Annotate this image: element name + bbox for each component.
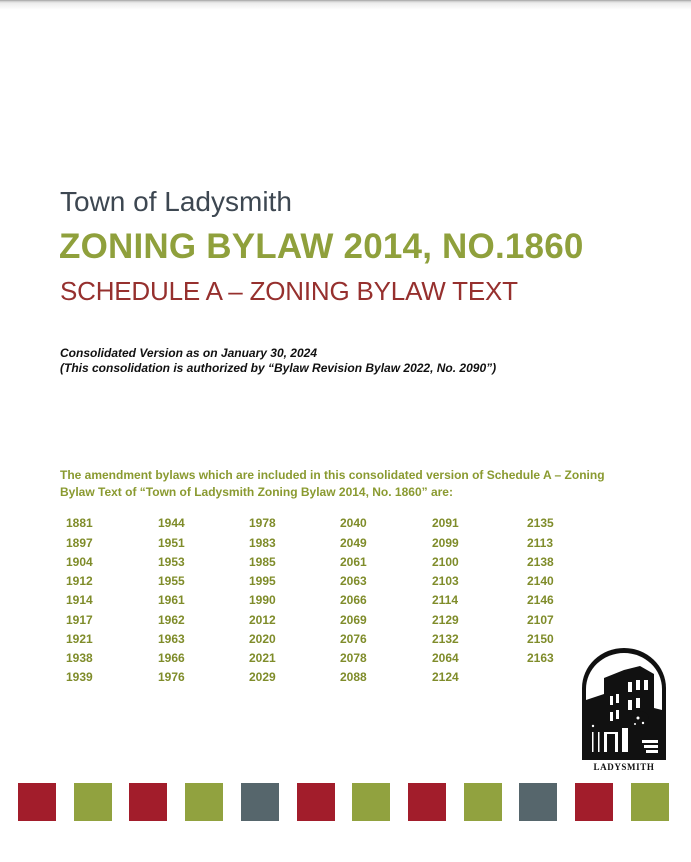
bylaw-number: 1944 — [158, 516, 185, 530]
bylaw-number: 1962 — [158, 613, 185, 627]
page-top-edge — [0, 0, 691, 10]
bylaw-number: 2061 — [340, 555, 367, 569]
bylaw-number: 1995 — [249, 574, 276, 588]
town-name: Town of Ladysmith — [60, 186, 292, 217]
bylaw-number: 2021 — [249, 651, 276, 665]
color-square — [241, 783, 279, 821]
bylaw-number: 2049 — [340, 536, 367, 550]
bylaw-number: 1938 — [66, 651, 93, 665]
bylaw-number: 2066 — [340, 593, 367, 607]
bylaw-number: 2040 — [340, 516, 367, 530]
bylaw-number: 2129 — [432, 613, 459, 627]
bylaw-number: 2029 — [249, 670, 276, 684]
bylaw-number: 2140 — [527, 574, 554, 588]
bylaw-number: 1966 — [158, 651, 185, 665]
bylaw-number: 2064 — [432, 651, 459, 665]
bylaw-number: 1939 — [66, 670, 93, 684]
document-subtitle: SCHEDULE A – ZONING BYLAW TEXT — [60, 276, 518, 306]
color-square — [297, 783, 335, 821]
color-square — [18, 783, 56, 821]
ladysmith-building-logo-icon — [580, 648, 668, 760]
color-square — [575, 783, 613, 821]
bylaw-number: 2103 — [432, 574, 459, 588]
document-title: ZONING BYLAW 2014, NO.1860 — [59, 227, 584, 266]
bylaw-number: 2091 — [432, 516, 459, 530]
bylaw-number: 1951 — [158, 536, 185, 550]
color-square — [631, 783, 669, 821]
bylaw-number: 2088 — [340, 670, 367, 684]
bylaw-number: 1914 — [66, 593, 93, 607]
bylaw-number: 1904 — [66, 555, 93, 569]
bylaw-number: 2076 — [340, 632, 367, 646]
bylaw-number: 2113 — [527, 536, 554, 550]
color-square — [129, 783, 167, 821]
bylaw-number: 1985 — [249, 555, 276, 569]
bylaw-number: 2069 — [340, 613, 367, 627]
bylaw-number: 1961 — [158, 593, 185, 607]
ladysmith-logo — [580, 648, 668, 774]
bylaw-number: 2078 — [340, 651, 367, 665]
bylaw-number: 1978 — [249, 516, 276, 530]
bylaw-number: 2132 — [432, 632, 459, 646]
bylaw-number: 2100 — [432, 555, 459, 569]
bylaw-number: 1953 — [158, 555, 185, 569]
amendment-intro-line-1: The amendment bylaws which are included in this consolidated version of Schedule A – Zoning — [60, 468, 605, 482]
bylaw-number: 2107 — [527, 613, 554, 627]
color-square — [519, 783, 557, 821]
amendment-intro — [60, 467, 620, 501]
bylaw-number: 2012 — [249, 613, 276, 627]
bylaw-number: 2099 — [432, 536, 459, 550]
color-square — [185, 783, 223, 821]
bylaw-number: 1963 — [158, 632, 185, 646]
bylaw-number: 1921 — [66, 632, 93, 646]
color-square — [464, 783, 502, 821]
bylaw-number: 1976 — [158, 670, 185, 684]
bylaw-number: 1897 — [66, 536, 93, 550]
consolidated-version-line: Consolidated Version as on January 30, 2024 — [60, 346, 317, 360]
bylaw-number: 2138 — [527, 555, 554, 569]
bylaw-number: 2124 — [432, 670, 459, 684]
decorative-color-squares — [0, 783, 691, 821]
amendment-intro-line-2: Bylaw Text of “Town of Ladysmith Zoning Bylaw 2014, No. 1860” are: — [60, 485, 453, 499]
bylaw-number: 2146 — [527, 593, 554, 607]
bylaw-number: 2163 — [527, 651, 554, 665]
color-square — [74, 783, 112, 821]
bylaw-number: 1983 — [249, 536, 276, 550]
bylaw-number: 1917 — [66, 613, 93, 627]
consolidation-authorization-line: (This consolidation is authorized by “Bylaw Revision Bylaw 2022, No. 2090”) — [60, 361, 497, 375]
bylaw-number: 1881 — [66, 516, 93, 530]
bylaw-number: 2150 — [527, 632, 554, 646]
bylaw-number: 2020 — [249, 632, 276, 646]
bylaw-number: 1912 — [66, 574, 93, 588]
bylaw-number: 2114 — [432, 593, 459, 607]
consolidation-note — [60, 346, 496, 376]
logo-wordmark: LADYSMITH — [593, 762, 655, 772]
color-square — [408, 783, 446, 821]
bylaw-number: 1955 — [158, 574, 185, 588]
color-square — [352, 783, 390, 821]
bylaw-number: 2135 — [527, 516, 554, 530]
bylaw-number: 2063 — [340, 574, 367, 588]
bylaw-number: 1990 — [249, 593, 276, 607]
